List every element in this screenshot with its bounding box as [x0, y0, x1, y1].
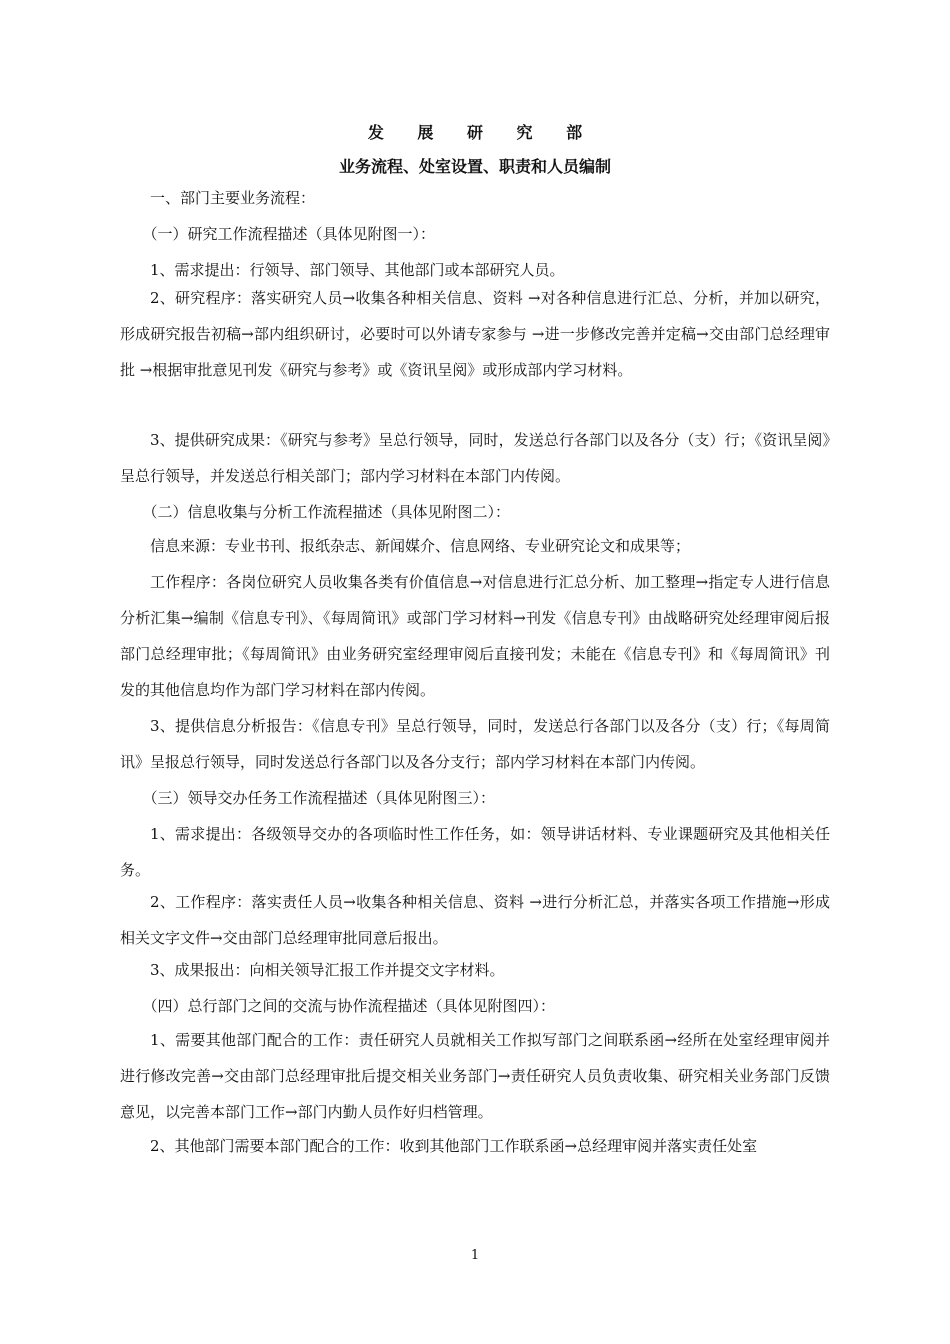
paragraph: 1、需要其他部门配合的工作：责任研究人员就相关工作拟写部门之间联系函→经所在处室经理审阅并进行修改完善→交由部门总经理审批后提交相关业务部门→责任研究人员负责收集、研究相关业务部门反馈意见，以完善本部门工作→部门内勤人员作好归档管理。 — [120, 1031, 830, 1121]
paragraph: 工作程序：各岗位研究人员收集各类有价值信息→对信息进行汇总分析、加工整理→指定专人进行信息分析汇集→编制《信息专刊》、《每周简讯》或部门学习材料→刊发《信息专刊》由战略研究处经理审阅后报部门总经理审批；《每周简讯》由业务研究室经理审阅后直接刊发；未能在《信息专刊》和《每周简讯》刊发的其他信息均作为部门学习材料在部内传阅。 — [120, 573, 830, 699]
subsection-heading-3: （三）领导交办任务工作流程描述（具体见附图三）： — [142, 789, 496, 807]
paragraph: 2、工作程序：落实责任人员→收集各种相关信息、资料 →进行分析汇总，并落实各项工作措施→形成相关文字文件→交由部门总经理审批同意后报出。 — [120, 893, 830, 947]
subsection-heading-4: （四）总行部门之间的交流与协作流程描述（具体见附图四）： — [142, 997, 556, 1015]
paragraph: 1、需求提出：行领导、部门领导、其他部门或本部研究人员。 — [150, 261, 565, 279]
paragraph: 信息来源：专业书刊、报纸杂志、新闻媒介、信息网络、专业研究论文和成果等； — [150, 537, 691, 555]
subsection-heading-2: （二）信息收集与分析工作流程描述（具体见附图二）： — [142, 503, 511, 521]
paragraph: 3、提供研究成果：《研究与参考》呈总行领导，同时，发送总行各部门以及各分（支）行；《资讯呈阅》呈总行领导，并发送总行相关部门；部内学习材料在本部门内传阅。 — [120, 431, 830, 485]
page-number: 1 — [470, 1248, 480, 1263]
subsection-heading-1: （一）研究工作流程描述（具体见附图一）： — [142, 225, 436, 243]
document-title: 发 展 研 究 部 — [367, 123, 597, 142]
paragraph: 3、成果报出：向相关领导汇报工作并提交文字材料。 — [150, 961, 505, 979]
paragraph: 3、提供信息分析报告：《信息专刊》呈总行领导，同时，发送总行各部门以及各分（支）行；《每周简讯》呈报总行领导，同时发送总行各部门以及各分支行；部内学习材料在本部门内传阅。 — [120, 717, 830, 771]
paragraph: 2、其他部门需要本部门配合的工作：收到其他部门工作联系函→总经理审阅并落实责任处室 — [150, 1137, 758, 1155]
section-heading-1: 一、部门主要业务流程： — [150, 189, 316, 207]
paragraph: 1、需求提出：各级领导交办的各项临时性工作任务，如：领导讲话材料、专业课题研究及其他相关任务。 — [120, 825, 830, 879]
paragraph: 2、研究程序：落实研究人员→收集各种相关信息、资料 →对各种信息进行汇总、分析，并加以研究，形成研究报告初稿→部内组织研讨，必要时可以外请专家参与 →进一步修改完善并定稿→交由部门总经理审批 →根据审批意见刊发《研究与参考》或《资讯呈阅》或形成部内学习材料。 — [120, 289, 830, 379]
document-subtitle: 业务流程、处室设置、职责和人员编制 — [338, 157, 611, 176]
